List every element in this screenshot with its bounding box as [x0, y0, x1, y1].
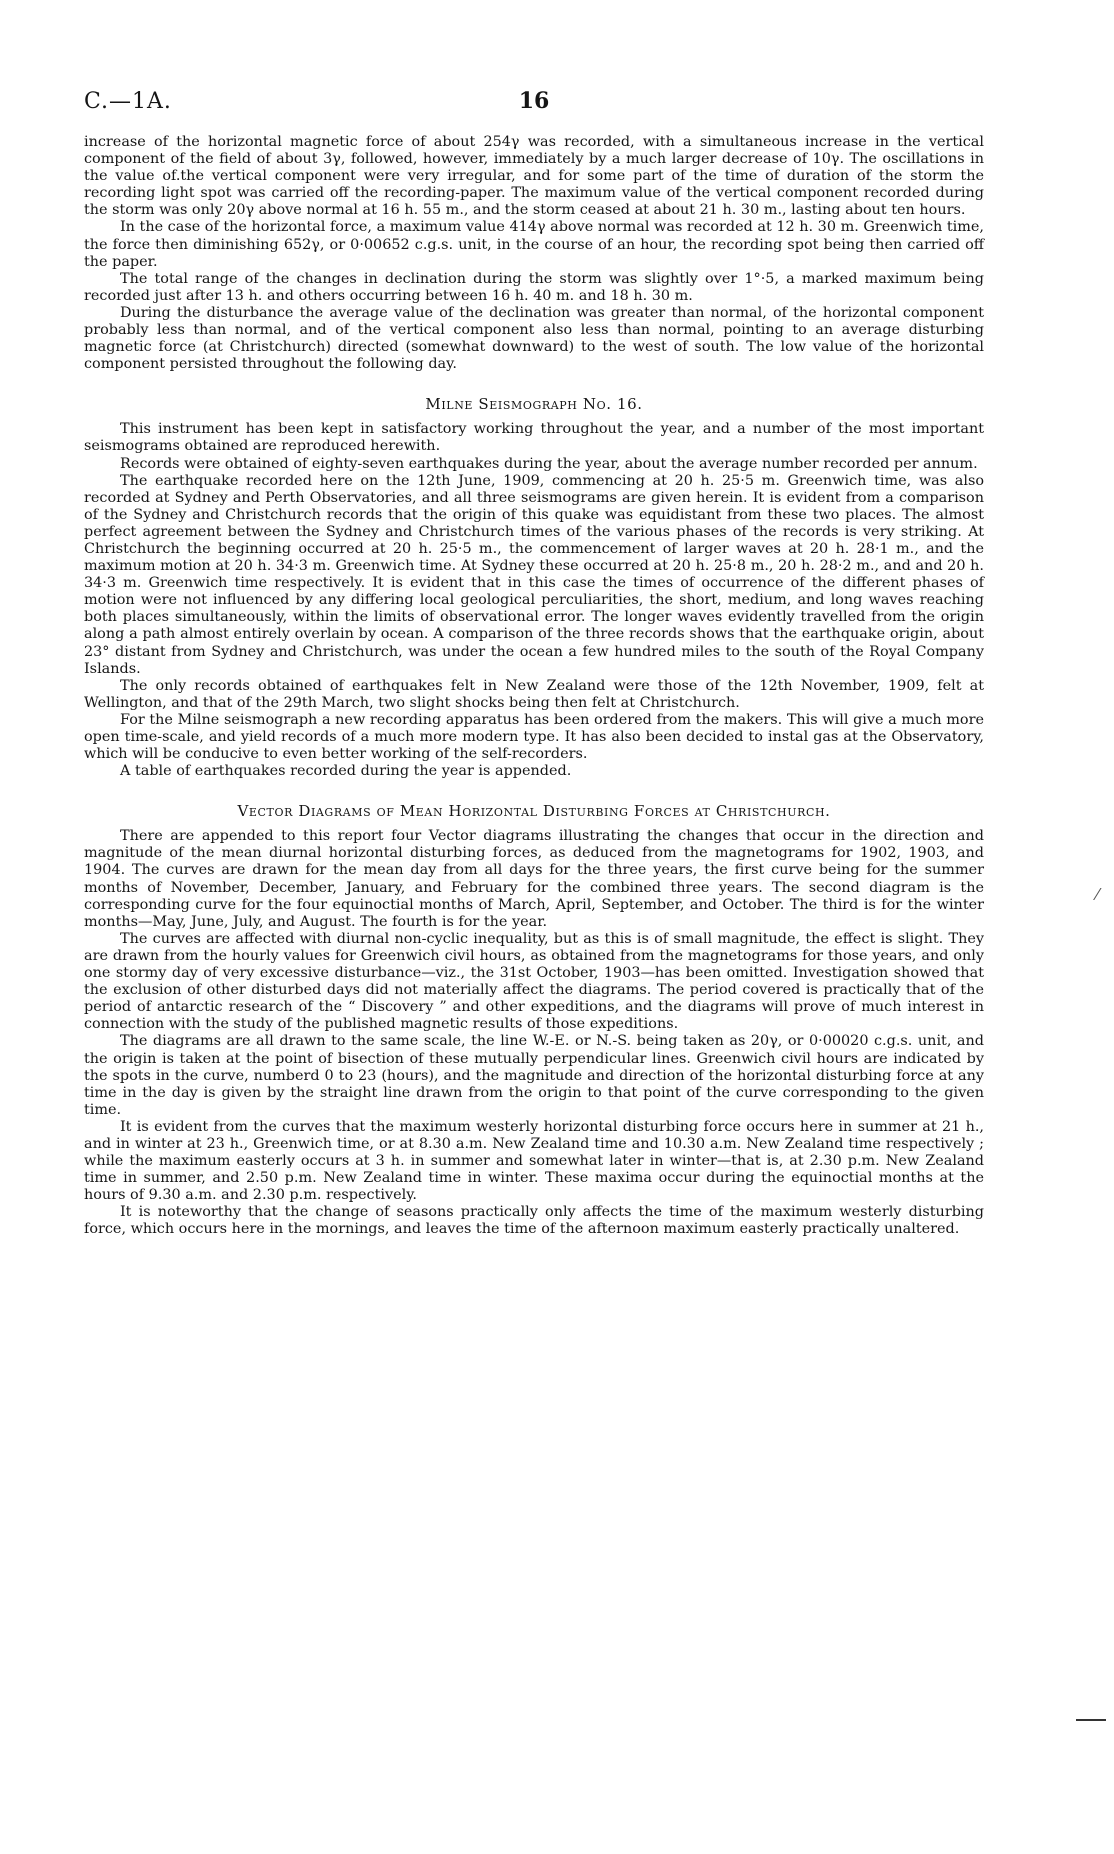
edge-rule-mark	[1076, 1719, 1106, 1721]
paragraph: The diagrams are all drawn to the same scale, the line W.-E. or N.-S. being taken as 20γ, or 0·00020 c.g.s. unit, and the origin is taken at the point of bisection of these mutually perpendicular lines. Greenwich civil hours are indicated by the spots in the curve, numberd 0 to 23 (hours), and the magnitude and direction of the horizontal disturbing force at any time in the day is given by the straight line drawn from the origin to that point of the curve corresponding to the given time.	[84, 1033, 984, 1118]
paragraph: Records were obtained of eighty-seven earthquakes during the year, about the average number recorded per annum.	[120, 455, 978, 472]
paragraph: This instrument has been kept in satisfactory working throughout the year, and a number of the most important seismograms obtained are reproduced herewith.	[84, 421, 984, 455]
vector-diagrams-section	[84, 802, 984, 1238]
paragraph: The curves are affected with diurnal non-cyclic inequality, but as this is of small magnitude, the effect is slight. They are drawn from the hourly values for Greenwich civil hours, as obtained from the magnetograms for those years, and only one stormy day of very excessive disturbance—viz., the 31st October, 1903—has been omitted. Investigation showed that the exclusion of other disturbed days did not materially affect the diagrams. The period covered is practically that of the period of antarctic research of the “ Discovery ” and other expeditions, and the diagrams will prove of much interest in connection with the study of the published magnetic results of those expeditions.	[84, 930, 984, 1033]
margin-tick-mark: ⁄	[1096, 885, 1099, 904]
paragraph: The only records obtained of earthquakes felt in New Zealand were those of the 12th November, 1909, felt at Wellington, and that of the 29th March, two slight shocks being then felt at Christchurch.	[84, 677, 984, 711]
document-reference: C.—1A.	[84, 89, 172, 114]
paragraph: For the Milne seismograph a new recording apparatus has been ordered from the makers. This will give a much more open time-scale, and yield records of a much more modern type. It has also been decided to instal gas at the Observatory, which will be conducive to even better working of the self-recorders.	[84, 711, 984, 763]
page-number: 16	[518, 88, 550, 114]
paragraph: The earthquake recorded here on the 12th June, 1909, commencing at 20 h. 25·5 m. Greenwich time, was also recorded at Sydney and Perth Observatories, and all three seismograms are given herein. It is evident from a comparison of the Sydney and Christchurch records that the origin of this quake was equidistant from these two places. The almost perfect agreement between the Sydney and Christchurch times of the various phases of the records is very striking. At Christchurch the beginning occurred at 20 h. 25·5 m., the commencement of larger waves at 20 h. 28·1 m., and the maximum motion at 20 h. 34·3 m. Greenwich time. At Sydney these occurred at 20 h. 25·8 m., 20 h. 28·2 m., and and 20 h. 34·3 m. Greenwich time respectively. It is evident that in this case the times of occurrence of the different phases of motion were not influenced by any differing local geological perculiarities, the short, medium, and long waves reaching both places simultaneously, within the limits of observational error. The longer waves evidently travelled from the origin along a path almost entirely overlain by ocean. A comparison of the three records shows that the earthquake origin, about 23° distant from Sydney and Christchurch, was under the ocean a few hundred miles to the south of the Royal Company Islands.	[84, 472, 984, 677]
section-heading: Vector Diagrams of Mean Horizontal Disturbing Forces at Christchurch.	[237, 802, 831, 821]
page-header	[84, 88, 984, 114]
paragraph: increase of the horizontal magnetic force of about 254γ was recorded, with a simultaneous increase in the vertical component of the field of about 3γ, followed, however, immediately by a much larger decrease of 10γ. The oscillations in the value of.the vertical component were very irregular, and for some part of the time of duration of the storm the recording light spot was carried off the recording-paper. The maximum value of the vertical component recorded during the storm was only 20γ above normal at 16 h. 55 m., and the storm ceased at about 21 h. 30 m., lasting about ten hours.	[84, 134, 984, 219]
paragraph: A table of earthquakes recorded during the year is appended.	[120, 763, 572, 780]
paragraph: During the disturbance the average value of the declination was greater than normal, of the horizontal component probably less than normal, and of the vertical component also less than normal, pointing to an average disturbing magnetic force (at Christchurch) directed (somewhat downward) to the west of south. The low value of the horizontal component persisted throughout the following day.	[84, 304, 984, 373]
paragraph: The total range of the changes in declination during the storm was slightly over 1°·5, a marked maximum being recorded just after 13 h. and others occurring between 16 h. 40 m. and 18 h. 30 m.	[84, 270, 984, 304]
paragraph: In the case of the horizontal force, a maximum value 414γ above normal was recorded at 12 h. 30 m. Greenwich time, the force then diminishing 652γ, or 0·00652 c.g.s. unit, in the course of an hour, the recording spot being then carried off the paper.	[84, 219, 984, 270]
storm-section	[84, 134, 984, 373]
paragraph: It is noteworthy that the change of seasons practically only affects the time of the maximum westerly disturbing force, which occurs here in the mornings, and leaves the time of the afternoon maximum easterly practically unaltered.	[84, 1204, 984, 1238]
paragraph: There are appended to this report four Vector diagrams illustrating the changes that occur in the direction and magnitude of the mean diurnal horizontal disturbing forces, as deduced from the magnetograms for 1902, 1903, and 1904. The curves are drawn for the mean day from all days for the three years, the first curve being for the summer months of November, December, January, and February for the combined three years. The second diagram is the corresponding curve for the four equinoctial months of March, April, September, and October. The third is for the winter months—May, June, July, and August. The fourth is for the year.	[84, 828, 984, 930]
section-heading: Milne Seismograph No. 16.	[425, 395, 643, 414]
milne-seismograph-section	[84, 395, 984, 780]
paragraph: It is evident from the curves that the maximum westerly horizontal disturbing force occurs here in summer at 21 h., and in winter at 23 h., Greenwich time, or at 8.30 a.m. New Zealand time and 10.30 a.m. New Zealand time respectively ; while the maximum easterly occurs at 3 h. in summer and somewhat later in winter—that is, at 2.30 p.m. New Zealand time in summer, and 2.50 p.m. New Zealand time in winter. These maxima occur during the equinoctial months at the hours of 9.30 a.m. and 2.30 p.m. respectively.	[84, 1118, 984, 1204]
document-page	[84, 88, 984, 1239]
